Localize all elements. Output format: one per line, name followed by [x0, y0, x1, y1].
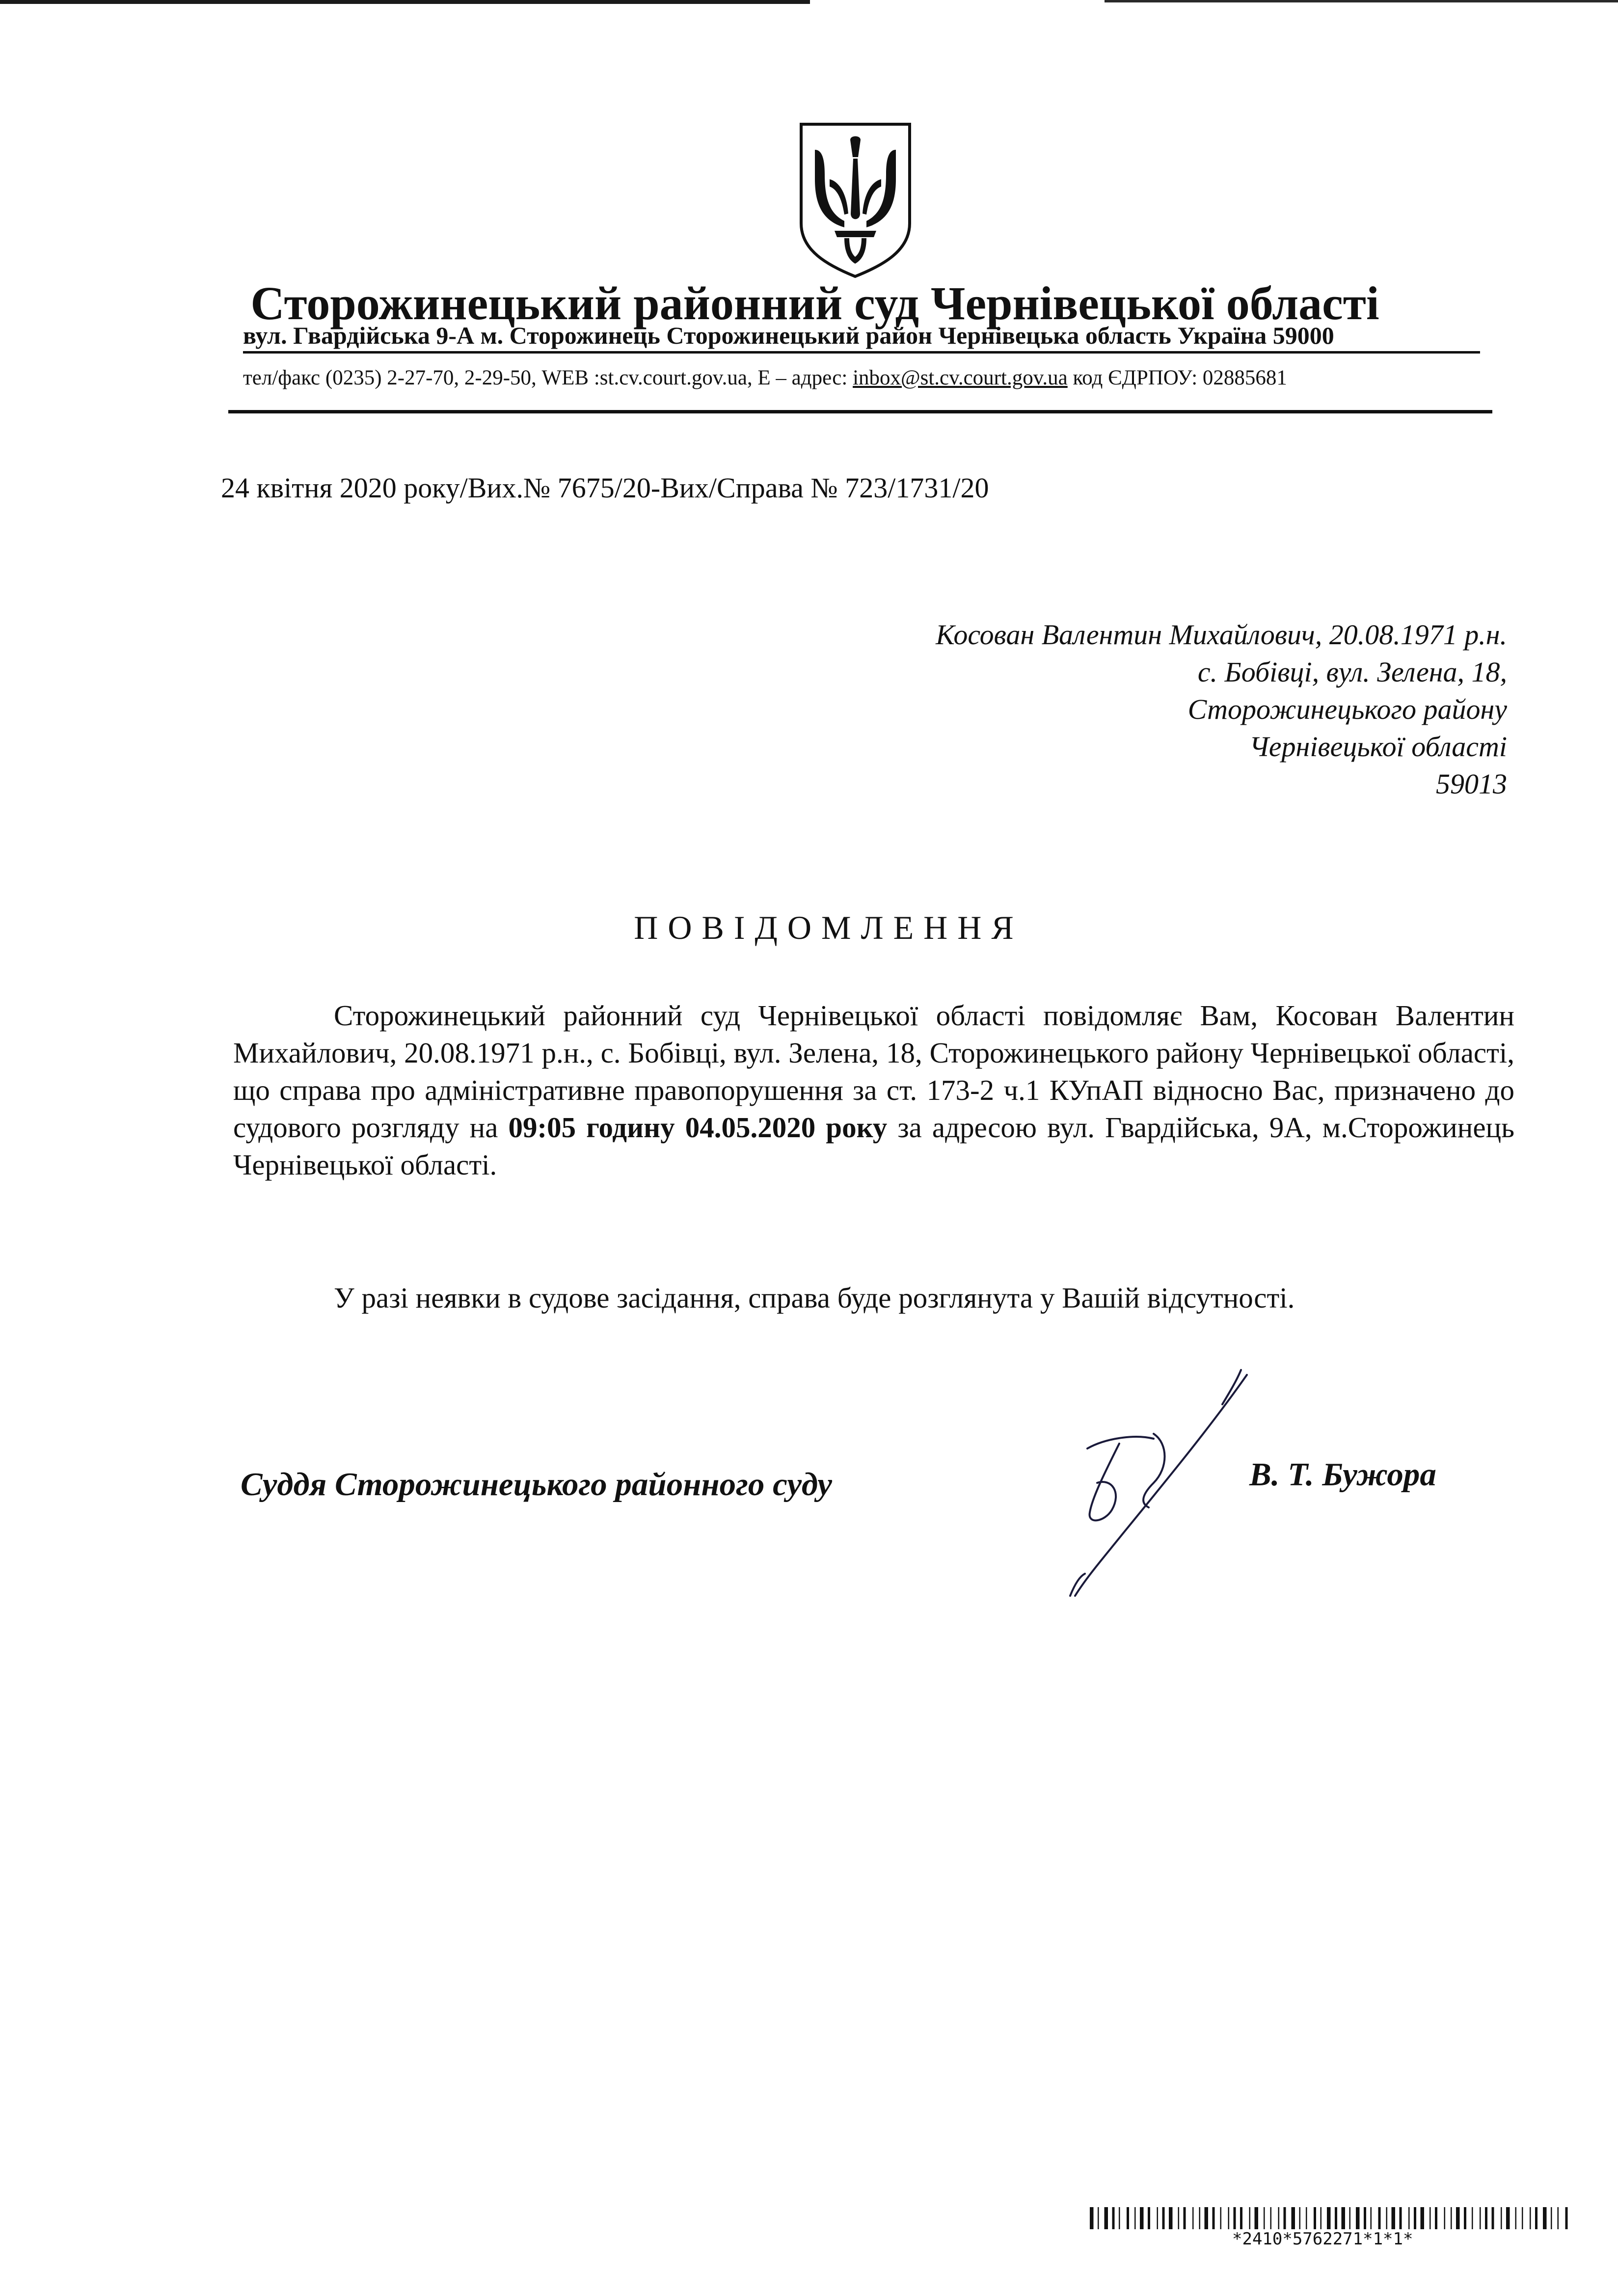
barcode [1090, 2207, 1571, 2229]
outgoing-reference: 24 квітня 2020 року/Вих.№ 7675/20-Вих/Справа № 723/1731/20 [221, 472, 989, 504]
hearing-datetime: 09:05 годину 04.05.2020 року [508, 1111, 888, 1144]
contacts-prefix: тел/факс (0235) 2-27-70, 2-29-50, WEB :st.cv.court.gov.ua, E – адрес: [243, 366, 853, 389]
paragraph-text: за адресою вул. Гвардійська, 9А, м.Сторожинець Чернівецької області. [233, 1111, 1514, 1181]
scan-edge [1105, 0, 1618, 2]
body-paragraph [233, 997, 1514, 1183]
recipient-line: с. Бобівці, вул. Зелена, 18, [1197, 656, 1507, 688]
court-contacts [243, 366, 1480, 390]
recipient-line: Сторожинецького району [1187, 693, 1507, 725]
header-divider [228, 410, 1492, 413]
scan-edge [0, 0, 810, 4]
court-email-link[interactable]: inbox@st.cv.court.gov.ua [853, 366, 1068, 389]
recipient-line: 59013 [1436, 768, 1507, 800]
court-title: Сторожинецький районний суд Чернівецької області [250, 277, 1379, 329]
barcode-text: *2410*5762271*1*1* [1232, 2229, 1413, 2249]
recipient-address-block [736, 616, 1507, 803]
body-paragraph: У разі неявки в судове засідання, справа буде розглянута у Вашій відсутності. [334, 1282, 1295, 1314]
recipient-line: Косован Валентин Михайлович, 20.08.1971 р.н. [936, 619, 1507, 651]
contacts-suffix: код ЄДРПОУ: 02885681 [1067, 366, 1287, 389]
handwritten-signature [1006, 1365, 1281, 1601]
recipient-line: Чернівецької області [1249, 731, 1507, 763]
trident-emblem-icon [795, 120, 916, 280]
document-title: ПОВІДОМЛЕННЯ [634, 909, 1024, 946]
judge-position: Суддя Сторожинецького районного суду [241, 1466, 832, 1503]
judge-name: В. Т. Бужора [1249, 1456, 1436, 1493]
court-address: вул. Гвардійська 9-А м. Сторожинець Сторожинецький район Чернівецька область Україна 59000 [243, 322, 1480, 354]
paragraph-text: Сторожинецький районний суд Чернівецької області повідомляє Вам, Косован Валентин Михайлович, 20.08.1971 р.н., с. Бобівці, вул. Зелена, 18, Сторожинецького району Чернівецької області, що справа про адміністративне правопорушення за ст. 173-2 ч.1 КУпАП відносно Вас, призначено до судового розгляду на [233, 999, 1514, 1144]
